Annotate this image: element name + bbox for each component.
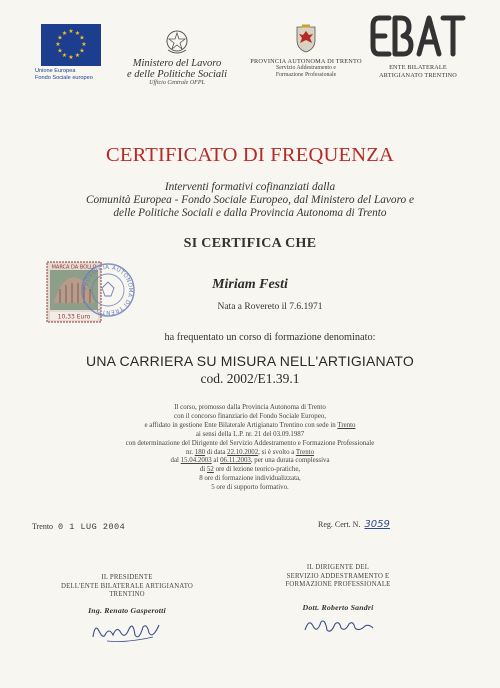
italian-republic-emblem-icon xyxy=(164,28,190,56)
birth-info: Nata a Rovereto il 7.6.1971 xyxy=(217,302,323,312)
details-line2: con il concorso finanziario del Fondo Sociale Europeo, xyxy=(174,412,326,420)
director-title-line3: FORMAZIONE PROFESSIONALE xyxy=(285,581,391,588)
subtitle-line1: Interventi formativi cofinanziati dalla xyxy=(164,181,336,193)
director-title-line1: IL DIRIGENTE DEL xyxy=(306,564,370,571)
details-line3 xyxy=(0,422,500,431)
details-line3-text: e affidato in gestione Ente Bilaterale Artigianato Trentino con sede in xyxy=(144,421,338,429)
province-service-line1: Servizio Addestramento e xyxy=(276,65,336,71)
eu-label-line2: Fondo Sociale europeo xyxy=(35,75,93,81)
subtitle-line2: Comunità Europea - Fondo Sociale Europeo, dal Ministero del Lavoro e xyxy=(85,194,415,206)
course-details xyxy=(0,404,500,493)
details-line8-a: di xyxy=(199,466,207,474)
details-line9: 8 ore di formazione individualizzata, xyxy=(199,475,301,483)
svg-text:★: ★ xyxy=(57,47,63,55)
svg-text:★: ★ xyxy=(81,41,87,48)
course-code: cod. 2002/E1.39.1 xyxy=(200,371,300,386)
certificate-title: CERTIFICATO DI FREQUENZA xyxy=(106,144,394,166)
ministry-name-line2: e delle Politiche Sociali xyxy=(126,69,227,80)
registration-certificate xyxy=(318,519,390,530)
director-signature-block xyxy=(258,564,418,638)
details-line7-start: 15.04.2003 xyxy=(180,457,212,465)
province-name: PROVINCIA AUTONOMA DI TRENTO xyxy=(250,58,362,65)
ministry-logo xyxy=(118,28,236,86)
president-title-line2: DELL'ENTE BILATERALE ARTIGIANATO xyxy=(60,582,194,590)
attended-statement: ha frequentato un corso di formazione denominato: xyxy=(164,332,376,343)
issue-place-date xyxy=(32,522,125,532)
details-line6-c: di data xyxy=(205,448,228,456)
ebat-label-line2: ARTIGIANATO TRENTINO xyxy=(379,72,457,79)
revenue-stamp-value: 10,33 Euro xyxy=(57,313,91,321)
province-service-line2: Formazione Professionale xyxy=(275,72,337,78)
issue-place: Trento xyxy=(32,522,54,531)
details-line4: ai sensi della L.P. nr. 21 del 03.09.1987 xyxy=(195,430,305,438)
svg-text:★: ★ xyxy=(55,41,61,48)
eu-label xyxy=(35,68,110,82)
issue-date-stamp: 0 1 LUG 2004 xyxy=(58,522,126,532)
eu-flag-icon xyxy=(41,24,101,66)
president-signature xyxy=(87,617,167,645)
details-line6 xyxy=(0,449,500,458)
registration-label: Reg. Cert. N. xyxy=(318,520,361,529)
svg-text:★: ★ xyxy=(79,47,85,55)
details-line7-c: al xyxy=(211,457,221,465)
president-title-line3: TRENTINO xyxy=(109,591,145,598)
details-line7-end: 06.11.2003 xyxy=(220,457,251,465)
details-line1: Il corso, promosso dalla Provincia Autonoma di Trento xyxy=(174,404,326,411)
ebat-logo-mark xyxy=(369,12,467,60)
eu-label-line1: Unione Europea xyxy=(35,68,76,74)
details-line8-c: ore di lezione teorico-pratiche, xyxy=(213,466,301,474)
details-line7-a: dal xyxy=(170,457,181,465)
svg-text:★: ★ xyxy=(61,30,68,37)
eu-logo xyxy=(32,24,110,82)
details-line10: 5 ore di supporto formativo. xyxy=(211,484,289,492)
subtitle-line3: delle Politiche Sociali e dalla Provincia Autonoma di Trento xyxy=(113,207,387,219)
round-stamp-text: PROVINCIA AUTONOMA DI TRENTO xyxy=(82,264,134,316)
ministry-name xyxy=(118,58,236,80)
details-line8 xyxy=(0,466,500,475)
details-line5: con determinazione del Dirigente del Servizio Addestramento e Formazione Professionale xyxy=(125,439,375,447)
svg-text:★: ★ xyxy=(74,30,81,37)
details-line7 xyxy=(0,457,500,466)
certification-heading: SI CERTIFICA CHE xyxy=(183,236,317,251)
director-signature xyxy=(299,614,377,638)
ebat-logo xyxy=(368,12,468,80)
details-line6-e: , si è svolto a xyxy=(258,448,296,456)
recipient-name: Miriam Festi xyxy=(212,277,288,292)
president-name: Ing. Renato Gasperotti xyxy=(88,605,166,615)
svg-text:★: ★ xyxy=(68,54,74,61)
details-line8-hours: 52 xyxy=(206,466,214,474)
details-line3-city: Trento xyxy=(337,421,356,429)
province-logo xyxy=(244,24,368,79)
ebat-label-line1: ENTE BILATERALE xyxy=(389,64,447,71)
ministry-name-line1: Ministero del Lavoro xyxy=(132,58,222,69)
details-line6-city: Trento xyxy=(295,448,315,456)
president-signature-block xyxy=(36,574,218,645)
certificate-subtitle xyxy=(0,181,500,220)
svg-text:★: ★ xyxy=(61,52,68,59)
president-title-line1: IL PRESIDENTE xyxy=(101,574,153,581)
details-line6-number: 180 xyxy=(194,448,206,456)
svg-text:★: ★ xyxy=(68,28,74,35)
svg-text:★: ★ xyxy=(57,34,63,42)
svg-text:★: ★ xyxy=(79,34,85,42)
director-title-line2: SERVIZIO ADDESTRAMENTO E xyxy=(286,572,390,580)
details-line6-a: nr. xyxy=(185,448,195,456)
ministry-office: Ufficio Centrale OFPL xyxy=(149,80,205,86)
details-line6-date: 22.10.2002 xyxy=(227,448,259,456)
director-name: Dott. Roberto Sandri xyxy=(302,602,374,612)
course-title: UNA CARRIERA SU MISURA NELL'ARTIGIANATO xyxy=(86,353,414,369)
ebat-label xyxy=(368,64,468,80)
details-line7-e: , per una durata complessiva xyxy=(250,457,330,465)
revenue-stamp-header: MARCA DA BOLLO xyxy=(51,264,97,271)
registration-number: 3059 xyxy=(364,519,390,530)
trento-eagle-emblem-icon xyxy=(294,24,318,54)
svg-text:★: ★ xyxy=(74,52,81,59)
